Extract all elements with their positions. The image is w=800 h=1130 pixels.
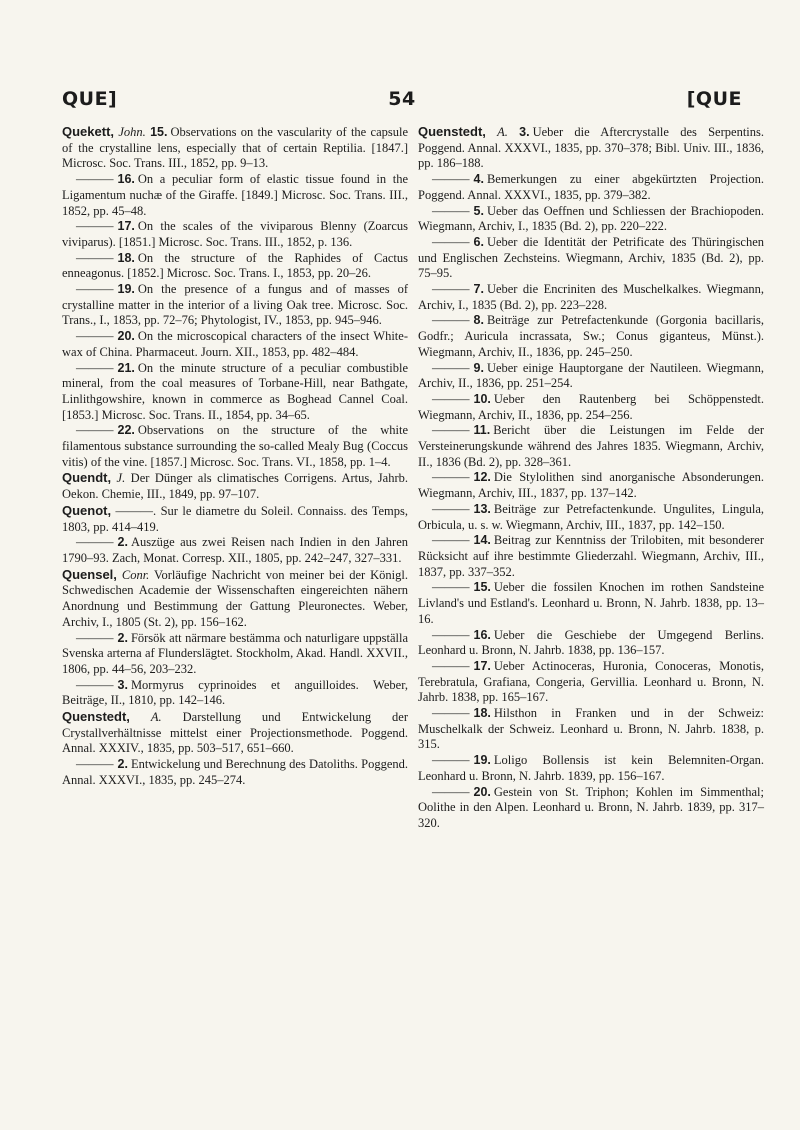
entry-text: Loligo Bollensis ist kein Belemniten-Organ. Leonhard u. Bronn, N. Jahrb. 1839, pp. 156–167.: [418, 753, 764, 783]
entry-dash: ———: [432, 282, 470, 297]
entry-dash: ———: [432, 533, 470, 548]
entry-dash: ———: [76, 630, 114, 645]
bibliography-entry: [62, 361, 408, 424]
entry-text: Die Stylolithen sind anorganische Absonderungen. Wiegmann, Archiv, III., 1837, pp. 137–142.: [418, 470, 764, 501]
entry-number: 2.: [117, 535, 128, 550]
entry-text: Ueber die fossilen Knochen im rothen Sandsteine Livland's und Estland's. Leonhard u. Bronn, N. Jahrb. 1838, pp. 13–16.: [418, 580, 764, 626]
entry-text: Beiträge zur Petrefactenkunde (Gorgonia bacillaris, Godfr.; Auricula incrassata, Sw.; Conus giganteus, Münst.). Wiegmann, Archiv, II., 1836, pp. 245–250.: [418, 313, 764, 359]
page-number: 54: [388, 88, 416, 110]
entry-author: Quenstedt,: [418, 124, 486, 139]
entry-text: Observations on the structure of the white filamentous substance surrounding the so-called Mealy Bug (Coccus vitis) of the vine. [1857.] Microsc. Soc. Trans. VI., 1858, pp. 1–4.: [62, 423, 408, 469]
entry-text: Beitrag zur Kenntniss der Trilobiten, mit besonderer Rücksicht auf ihre bestimmte Gliederzahl. Wiegmann, Archiv, III., 1837, pp. 337–352.: [418, 533, 764, 579]
entry-text: Ueber einige Hauptorgane der Nautileen. Wiegmann, Archiv, II., 1836, pp. 251–254.: [418, 360, 764, 391]
bibliography-entry: [418, 785, 764, 832]
bibliography-entry: [418, 282, 764, 313]
entry-dash: ———: [432, 203, 470, 218]
entry-text: Beiträge zur Petrefactenkunde. Ungulites, Lingula, Orbicula, u. s. w. Wiegmann, Archiv, III., 1837, pp. 142–150.: [418, 501, 764, 532]
entry-dash: ———: [76, 677, 114, 692]
entry-author-firstname: A.: [150, 710, 162, 725]
bibliography-entry: [62, 503, 408, 535]
entry-text: Ueber den Rautenberg bei Schöppenstedt. Wiegmann, Archiv, II., 1836, pp. 254–256.: [418, 391, 764, 422]
entry-author: Quensel,: [62, 566, 117, 582]
entry-number: 16.: [117, 172, 135, 187]
entry-number: 3.: [519, 125, 530, 139]
bibliography-entry: [418, 753, 764, 784]
bibliography-entry: [418, 313, 764, 360]
entry-author: Quenot,: [62, 502, 112, 518]
entry-text: On the structure of the Raphides of Cactus enneagonus. [1852.] Microsc. Soc. Trans. I., 1853, pp. 20–26.: [62, 250, 408, 281]
entry-number: 9.: [473, 360, 484, 375]
entry-text: Bericht über die Leistungen im Felde der Versteinerungskunde während des Jahres 1835. Wiegmann, Archiv, II., 1836 (Bd. 2), pp. 328–361.: [418, 423, 764, 469]
entry-number: 12.: [473, 470, 491, 485]
entry-dash: ———: [76, 535, 114, 550]
entry-text: On the scales of the viviparous Blenny (Zoarcus viviparus). [1851.] Microsc. Soc. Trans. III., 1852, p. 136.: [62, 219, 408, 249]
entry-number: 8.: [473, 313, 484, 328]
entry-text: Ueber Actinoceras, Huronia, Conoceras, Monotis, Terebratula, Grafiana, Congeria, Gervillia. Leonhard u. Bronn, N. Jahrb. 1838, pp. 165–167.: [418, 658, 764, 705]
bibliography-entry: [62, 757, 408, 788]
entry-text: On the presence of a fungus and of masses of crystalline matter in the interior of a living Oak tree. Microsc. Soc. Trans., I., 1853, pp. 72–76; Phytologist, IV., 1853, pp. 945–946.: [62, 282, 408, 328]
entry-text: ———. Sur le diametre du Soleil. Connaiss. des Temps, 1803, pp. 414–419.: [62, 503, 409, 534]
bibliography-entry: [418, 392, 764, 423]
entry-dash: ———: [76, 329, 114, 344]
entry-author-firstname: A.: [497, 125, 508, 139]
bibliography-entry: [418, 706, 764, 753]
entry-dash: ———: [432, 470, 470, 485]
entry-dash: ———: [76, 250, 114, 265]
bibliography-entry: [418, 628, 764, 659]
entry-number: 13.: [473, 501, 491, 516]
entry-dash: ———: [432, 391, 470, 406]
entry-text: Darstellung und Entwickelung der Crystallverhältnisse mittelst einer Projectionsmethode. Poggend. Annal. XXXIV., 1835, pp. 503–517, 651–660.: [62, 710, 409, 756]
entry-text: Entwickelung und Berechnung des Datoliths. Poggend. Annal. XXXVI., 1835, pp. 245–274.: [62, 757, 408, 787]
entry-number: 20.: [473, 784, 491, 799]
entry-number: 4.: [473, 172, 484, 187]
entry-number: 14.: [473, 533, 491, 548]
entry-text: Mormyrus cyprinoides et anguilloides. Weber, Beiträge, II., 1810, pp. 142–146.: [62, 677, 408, 708]
bibliography-entry: [62, 631, 408, 678]
entry-text: Ueber die Geschiebe der Umgegend Berlins. Leonhard u. Bronn, N. Jahrb. 1838, pp. 136–157.: [418, 627, 764, 658]
bibliography-entry: [62, 535, 408, 566]
header-left: QUE]: [62, 88, 118, 110]
bibliography-entry: [418, 659, 764, 706]
header-right: [QUE: [686, 88, 742, 110]
entry-text: Ueber das Oeffnen und Schliessen der Brachiopoden. Wiegmann, Archiv, I., 1835 (Bd. 2), pp. 220–222.: [418, 203, 764, 234]
bibliography-entry: [62, 282, 408, 329]
entry-dash: ———: [432, 658, 470, 673]
entry-number: 2.: [117, 757, 128, 772]
bibliography-entry: [418, 361, 764, 392]
bibliography-entry: [418, 235, 764, 282]
bibliography-entry: [62, 329, 408, 360]
entry-text: Ueber die Identität der Petrificate des Thüringischen und Englischen Zechsteins. Wiegmann, Archiv, 1835 (Bd. 2), pp. 75–95.: [418, 234, 764, 281]
entry-number: 6.: [473, 234, 484, 249]
bibliography-entry: [418, 502, 764, 533]
entry-text: On a peculiar form of elastic tissue found in the Ligamentum nuchæ of the Giraffe. [1849.] Microsc. Soc. Trans. III., 1852, pp. 45–48.: [62, 172, 408, 218]
left-column: [62, 124, 408, 789]
entry-dash: ———: [76, 757, 114, 772]
entry-number: 19.: [473, 753, 491, 768]
entry-text: Der Dünger als climatisches Corrigens. Artus, Jahrb. Oekon. Chemie, III., 1849, pp. 97–107.: [62, 471, 409, 502]
bibliography-entry: [62, 251, 408, 282]
entry-dash: ———: [76, 360, 114, 375]
entry-number: 11.: [473, 423, 491, 438]
entry-number: 18.: [473, 706, 491, 721]
bibliography-entry: [418, 172, 764, 203]
entry-dash: ———: [432, 580, 470, 595]
entry-text: Ueber die Encriniten des Muschelkalkes. Wiegmann, Archiv, I., 1835 (Bd. 2), pp. 223–228.: [418, 282, 764, 312]
entry-text: Ueber die Aftercrystalle des Serpentins. Poggend. Annal. XXXVI., 1835, pp. 370–378; Bibl. Univ. III., 1836, pp. 186–188.: [418, 125, 764, 171]
entry-number: 21.: [117, 360, 135, 375]
bibliography-entry: [62, 219, 408, 250]
bibliography-entry: [62, 172, 408, 219]
bibliography-entry: [418, 423, 764, 470]
entry-number: 18.: [117, 250, 135, 265]
entry-dash: ———: [432, 172, 470, 187]
right-column: [418, 124, 764, 832]
entry-number: 7.: [473, 282, 484, 297]
entry-text: On the minute structure of a peculiar combustible mineral, from the coal measures of Torbane-Hill, near Bathgate, Linlithgowshire, known in commerce as Boghead Cannel Coal. [1853.] Microsc. Soc. Trans. II., 1854, pp. 34–65.: [62, 360, 408, 422]
entry-text: Försök att närmare bestämma och naturligare uppställa Svenska arterna af Flunderslägtet. Stockholm, Akad. Handl. XXVII., 1806, pp. 44–56, 203–232.: [62, 630, 408, 676]
entry-number: 15.: [473, 580, 491, 595]
bibliography-entry: [62, 470, 408, 502]
entry-dash: ———: [432, 501, 470, 516]
entry-number: 10.: [473, 391, 491, 406]
bibliography-entry: [418, 533, 764, 580]
bibliography-entry: [62, 567, 408, 631]
entry-text: Hilsthon in Franken und in der Schweiz: Muschelkalk der Schweiz. Leonhard u. Bronn, N. Jahrb. 1838, p. 315.: [418, 706, 764, 752]
entry-number: 3.: [117, 677, 128, 692]
bibliography-entry: [418, 124, 764, 172]
entry-dash: ———: [432, 234, 470, 249]
entry-number: 20.: [117, 329, 135, 344]
entry-number: 5.: [473, 203, 484, 218]
entry-author-firstname: John.: [118, 125, 146, 139]
bibliography-entry: [418, 204, 764, 235]
entry-number: 2.: [117, 630, 128, 645]
entry-author-firstname: J.: [116, 471, 126, 486]
entry-dash: ———: [432, 784, 470, 799]
entry-dash: ———: [76, 219, 114, 234]
entry-dash: ———: [76, 172, 114, 187]
entry-number: 17.: [117, 219, 135, 234]
entry-author: Quendt,: [62, 470, 112, 486]
bibliography-entry: [418, 470, 764, 501]
entry-text: On the microscopical characters of the insect White-wax of China. Pharmaceut. Journ. XII., 1853, pp. 482–484.: [62, 329, 408, 359]
entry-dash: ———: [76, 423, 114, 438]
entry-dash: ———: [432, 706, 470, 721]
bibliography-entry: [62, 678, 408, 709]
entry-number: 17.: [473, 658, 491, 673]
entry-text: Observations on the vascularity of the capsule of the crystalline lens, especially that of certain Reptilia. [1847.] Microsc. Soc. Trans. III., 1852, pp. 9–13.: [62, 125, 409, 171]
entry-number: 22.: [117, 423, 135, 438]
entry-author: Quenstedt,: [62, 709, 130, 725]
entry-dash: ———: [432, 360, 470, 375]
entry-author: Quekett,: [62, 124, 115, 139]
entry-dash: ———: [432, 313, 470, 328]
entry-author-firstname: Conr.: [121, 567, 150, 582]
entry-number: 19.: [117, 282, 135, 297]
entry-number: 16.: [473, 627, 491, 642]
entry-dash: ———: [76, 282, 114, 297]
bibliography-entry: [62, 423, 408, 470]
page-header: [62, 88, 742, 118]
entry-number: 15.: [150, 125, 168, 139]
entry-dash: ———: [432, 423, 470, 438]
entry-text: Auszüge aus zwei Reisen nach Indien in den Jahren 1790–93. Zach, Monat. Corresp. XII., 1805, pp. 242–247, 327–331.: [62, 535, 408, 565]
entry-dash: ———: [432, 627, 470, 642]
entry-text: Bemerkungen zu einer abgekürtzten Projection. Poggend. Annal. XXXVI., 1835, pp. 379–382.: [418, 172, 764, 202]
entry-dash: ———: [432, 753, 470, 768]
bibliography-entry: [418, 580, 764, 627]
entry-text: Vorläufige Nachricht von meiner bei der Königl. Schwedischen Academie der Wissenschaften eingereichten nähern Anordnung und Bestimmung der Gattung Pleuronectes. Weber, Archiv, I., 1805 (St. 2), pp. 156–162.: [62, 567, 408, 629]
entry-text: Gestein von St. Triphon; Kohlen im Simmenthal; Oolithe in den Alpen. Leonhard u. Bronn, N. Jahrb. 1839, pp. 317–320.: [418, 784, 764, 830]
bibliography-entry: [62, 124, 408, 172]
bibliography-entry: [62, 709, 408, 757]
